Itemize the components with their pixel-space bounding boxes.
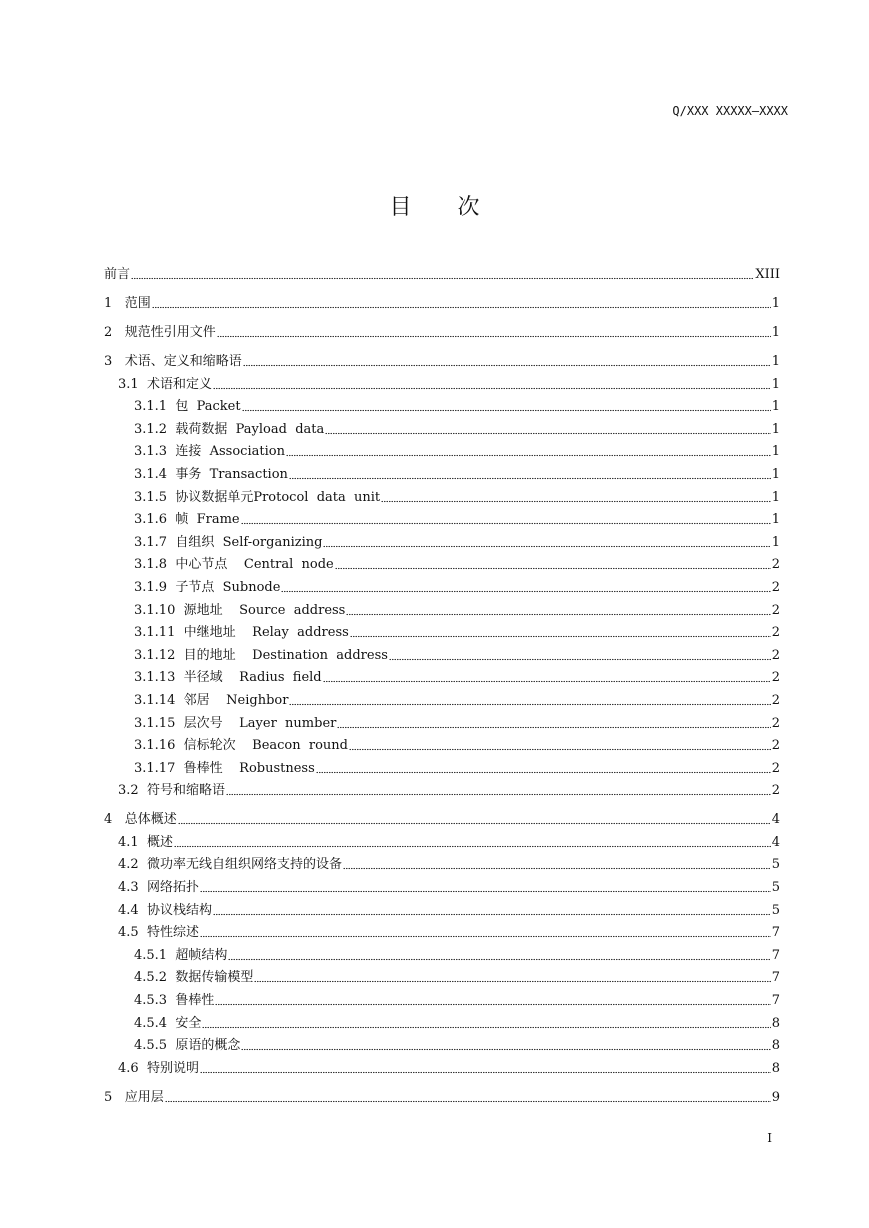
dot-leader (286, 454, 771, 457)
toc-entry[interactable] (104, 732, 780, 755)
toc-entry-number: 3.1.1 (134, 399, 168, 415)
toc-entry-number: 3.1.17 (134, 760, 176, 776)
toc-entry-text: 包 Packet (175, 399, 241, 415)
toc-entry-number: 3.1.2 (134, 421, 168, 437)
toc-entry-text: 微功率无线自组织网络支持的设备 (146, 857, 342, 873)
toc-entry-label (134, 993, 214, 1009)
toc-entry-text: 载荷数据 Payload data (175, 421, 325, 437)
toc-entry-number: 3.1 (118, 376, 139, 392)
toc-entry[interactable] (104, 851, 780, 874)
toc-entry-label (134, 490, 380, 506)
toc-entry-page: 4 (771, 812, 780, 828)
toc-entry-text: 术语和定义 (146, 376, 212, 392)
toc-entry-number: 4.4 (118, 902, 139, 918)
toc-entry-page: 1 (771, 489, 780, 505)
page-number: I (767, 1131, 772, 1145)
toc-entry[interactable] (104, 641, 780, 664)
toc-entry-text: 特性综述 (146, 925, 199, 941)
toc-entry-text: 子节点 Subnode (175, 579, 281, 595)
toc-entry-page: 7 (771, 925, 780, 941)
toc-entry-page: 1 (771, 512, 780, 528)
toc-entry-number: 3.1.4 (134, 466, 168, 482)
dot-leader (316, 771, 771, 774)
toc-entry-label (118, 903, 212, 919)
dot-leader (335, 567, 771, 570)
toc-entry-page: 1 (771, 325, 780, 340)
toc-entry-number: 3.1.3 (134, 444, 168, 460)
toc-entry[interactable] (104, 438, 780, 461)
toc-entry-page: 8 (771, 1015, 780, 1031)
dot-leader (346, 613, 770, 616)
toc-entry-number: 4.5 (118, 925, 139, 941)
toc-entry-page: 1 (771, 421, 780, 437)
dot-leader (131, 277, 754, 280)
toc-entry-label (118, 1061, 199, 1077)
toc-entry[interactable] (104, 483, 780, 506)
toc-entry-label (134, 738, 348, 754)
toc-entry-label (134, 444, 285, 460)
toc-entry-page: 1 (771, 376, 780, 392)
dot-leader (215, 1003, 770, 1006)
dot-leader (213, 913, 771, 916)
toc-entry-label (134, 670, 322, 686)
toc-entry-text: 特别说明 (146, 1060, 199, 1076)
dot-leader (200, 1071, 771, 1074)
title-char-1: 目 (389, 195, 412, 220)
dot-leader (349, 748, 771, 751)
toc-entry-label (134, 948, 227, 964)
dot-leader (242, 409, 771, 412)
toc-entry-page: 4 (771, 834, 780, 850)
toc-entry[interactable] (104, 551, 780, 574)
toc-entry-number: 4.1 (118, 834, 139, 850)
toc-entry-number: 3.1.5 (134, 489, 168, 505)
toc-entry-text: 协议数据单元Protocol data unit (175, 489, 381, 505)
toc-entry-page: 1 (771, 466, 780, 482)
toc-entry-page: 2 (771, 602, 780, 618)
toc-entry-text: 事务 Transaction (175, 466, 288, 482)
toc-entry-text: 原语的概念 (175, 1038, 241, 1054)
toc-entry-label (118, 835, 173, 851)
toc-entry-text: 鲁棒性 (175, 993, 215, 1009)
toc-entry-number: 4.6 (118, 1060, 139, 1076)
dot-leader (323, 680, 771, 683)
toc-entry-text: 超帧结构 (175, 947, 228, 963)
toc-entry-text: 网络拓扑 (146, 880, 199, 896)
toc-entry-number: 4.5.3 (134, 993, 168, 1009)
toc-entry-page: 2 (771, 557, 780, 573)
toc-entry-page: 7 (771, 993, 780, 1009)
toc-entry-text: 连接 Association (175, 444, 285, 460)
title-char-2: 次 (457, 195, 480, 220)
toc-entry[interactable] (104, 259, 780, 283)
toc-entry[interactable] (104, 709, 780, 732)
toc-entry-label (134, 512, 240, 528)
toc-entry-label (134, 970, 253, 986)
toc-entry-text: 鲁棒性 Robustness (183, 760, 315, 776)
dot-leader (281, 590, 770, 593)
toc-entry[interactable] (104, 664, 780, 687)
dot-leader (174, 845, 771, 848)
toc-entry-page: 2 (771, 692, 780, 708)
toc-entry-number: 4.5.2 (134, 970, 168, 986)
toc-entry[interactable] (104, 341, 780, 370)
toc-entry-label (134, 399, 241, 415)
dot-leader (254, 980, 770, 983)
toc-entry-number: 4.5.1 (134, 947, 168, 963)
toc-entry-label (134, 648, 388, 664)
toc-entry-number: 3.1.7 (134, 534, 168, 550)
toc-entry-text: 信标轮次 Beacon round (183, 738, 349, 754)
toc-entry-page: 5 (771, 880, 780, 896)
dot-leader (243, 364, 771, 367)
document-code: Q/XXX XXXXX—XXXX (672, 104, 788, 118)
toc-entry-label (134, 557, 334, 573)
toc-entry[interactable] (104, 828, 780, 851)
toc-entry-label (104, 267, 130, 283)
toc-entry-page: 1 (771, 296, 780, 311)
toc-entry-label (134, 467, 288, 483)
toc-entry-text: 概述 (146, 834, 173, 850)
toc-entry-number: 4 (104, 812, 113, 828)
toc-entry-label (134, 716, 336, 732)
toc-entry-page: 8 (771, 1038, 780, 1054)
dot-leader (213, 387, 771, 390)
toc-entry-text: 目的地址 Destination address (183, 647, 388, 663)
toc-entry-label (134, 422, 324, 438)
toc-entry[interactable] (104, 754, 780, 777)
toc-entry[interactable] (104, 506, 780, 529)
toc-entry-page: 7 (771, 947, 780, 963)
page-title (0, 190, 869, 221)
toc-entry[interactable] (104, 312, 780, 341)
toc-entry-page: 2 (771, 625, 780, 641)
toc-entry-number: 4.3 (118, 880, 139, 896)
dot-leader (202, 1026, 770, 1029)
toc-entry-text: 源地址 Source address (183, 602, 346, 618)
toc-entry-label (104, 354, 242, 370)
dot-leader (217, 335, 771, 338)
toc-entry-page: 1 (771, 354, 780, 369)
toc-entry[interactable] (104, 528, 780, 551)
toc-entry[interactable] (104, 964, 780, 987)
toc-entry-label (134, 535, 322, 551)
toc-entry-label (134, 693, 288, 709)
toc-entry-page: 2 (771, 738, 780, 754)
toc-entry-text: 应用层 (124, 1089, 164, 1105)
toc-entry-text: 规范性引用文件 (124, 325, 216, 340)
toc-entry-label (104, 812, 177, 828)
dot-leader (228, 958, 770, 961)
toc-entry-text: 术语、定义和缩略语 (124, 354, 242, 369)
toc-entry-text: 范围 (124, 296, 151, 311)
dot-leader (381, 500, 771, 503)
toc-entry-label (118, 783, 225, 799)
toc-entry-label (134, 580, 280, 596)
toc-entry-number: 3.1.11 (134, 625, 176, 641)
toc-entry[interactable] (104, 941, 780, 964)
toc-entry[interactable] (104, 460, 780, 483)
toc-entry-text: 数据传输模型 (175, 970, 254, 986)
toc-entry[interactable] (104, 1077, 780, 1106)
dot-leader (389, 658, 771, 661)
toc-entry[interactable] (104, 873, 780, 896)
toc-entry[interactable] (104, 686, 780, 709)
toc-entry-number: 2 (104, 325, 113, 340)
toc-entry[interactable] (104, 1009, 780, 1032)
toc-entry-number: 1 (104, 296, 113, 311)
toc-entry-text: 协议栈结构 (146, 902, 212, 918)
toc-entry-page: 5 (771, 857, 780, 873)
toc-entry-number: 4.5.5 (134, 1038, 168, 1054)
toc-entry[interactable] (104, 393, 780, 416)
toc-entry-text: 自组织 Self-organizing (175, 534, 323, 550)
toc-entry-text: 半径域 Radius field (183, 670, 322, 686)
dot-leader (323, 545, 770, 548)
toc-entry-text: 层次号 Layer number (183, 715, 337, 731)
toc-entry-page: 1 (771, 399, 780, 415)
toc-entry-label (104, 296, 151, 312)
toc-entry-page: 2 (771, 760, 780, 776)
toc-entry-label (104, 325, 216, 341)
dot-leader (200, 935, 771, 938)
dot-leader (289, 477, 771, 480)
toc-entry-number: 3.1.16 (134, 738, 176, 754)
toc-entry[interactable] (104, 415, 780, 438)
dot-leader (343, 867, 771, 870)
toc-entry-text: 中心节点 Central node (175, 557, 334, 573)
dot-leader (226, 793, 771, 796)
toc-entry-number: 3.1.14 (134, 692, 176, 708)
toc-entry-text: 邻居 Neighbor (183, 692, 289, 708)
toc-entry-number: 3.1.12 (134, 647, 176, 663)
toc-entry-label (104, 1090, 164, 1106)
toc-entry-page: 2 (771, 579, 780, 595)
toc-entry-number: 3.1.9 (134, 579, 168, 595)
toc-entry[interactable] (104, 370, 780, 393)
toc-entry-page: XIII (755, 267, 780, 282)
dot-leader (325, 432, 770, 435)
toc-entry[interactable] (104, 1054, 780, 1077)
toc-entry-page: 2 (771, 715, 780, 731)
toc-entry-number: 3.1.13 (134, 670, 176, 686)
toc-entry-label (134, 1038, 240, 1054)
toc-entry-label (134, 761, 315, 777)
toc-entry-text: 前言 (104, 267, 131, 282)
dot-leader (337, 726, 770, 729)
toc-entry-number: 5 (104, 1089, 113, 1105)
toc-entry-number: 3 (104, 354, 113, 369)
dot-leader (289, 703, 770, 706)
toc-entry-page: 9 (771, 1089, 780, 1105)
toc-entry-number: 3.1.8 (134, 557, 168, 573)
toc-entry-number: 3.2 (118, 783, 139, 799)
toc-entry-label (118, 377, 212, 393)
toc-entry[interactable] (104, 919, 780, 942)
dot-leader (350, 635, 771, 638)
toc-entry-label (118, 880, 199, 896)
toc-entry-number: 4.2 (118, 857, 139, 873)
toc-entry-number: 4.5.4 (134, 1015, 168, 1031)
dot-leader (165, 1100, 771, 1103)
toc-entry-label (118, 857, 342, 873)
toc-entry[interactable] (104, 283, 780, 312)
dot-leader (178, 822, 771, 825)
toc-entry-page: 1 (771, 534, 780, 550)
dot-leader (241, 1048, 770, 1051)
toc-entry[interactable] (104, 573, 780, 596)
toc-entry-label (134, 603, 345, 619)
toc-entry-label (118, 925, 199, 941)
toc-entry[interactable] (104, 596, 780, 619)
toc-entry[interactable] (104, 799, 780, 828)
toc-entry[interactable] (104, 896, 780, 919)
dot-leader (152, 306, 771, 309)
toc-entry[interactable] (104, 986, 780, 1009)
toc-entry-text: 安全 (175, 1015, 202, 1031)
toc-entry-text: 帧 Frame (175, 512, 240, 528)
toc-entry[interactable] (104, 1032, 780, 1055)
toc-entry-text: 符号和缩略语 (146, 783, 225, 799)
toc-entry-label (134, 1016, 201, 1032)
toc-entry-page: 2 (771, 670, 780, 686)
toc-entry-label (134, 625, 349, 641)
toc-entry[interactable] (104, 777, 780, 800)
toc-entry[interactable] (104, 619, 780, 642)
toc-entry-number: 3.1.15 (134, 715, 176, 731)
toc-entry-page: 7 (771, 970, 780, 986)
toc-entry-page: 8 (771, 1060, 780, 1076)
toc-entry-page: 2 (771, 647, 780, 663)
dot-leader (241, 522, 771, 525)
table-of-contents (104, 259, 780, 1106)
toc-entry-page: 5 (771, 902, 780, 918)
toc-entry-number: 3.1.10 (134, 602, 176, 618)
toc-entry-text: 总体概述 (124, 812, 177, 828)
toc-entry-page: 2 (771, 783, 780, 799)
toc-entry-page: 1 (771, 444, 780, 460)
toc-entry-text: 中继地址 Relay address (183, 625, 349, 641)
dot-leader (200, 890, 771, 893)
toc-entry-number: 3.1.6 (134, 512, 168, 528)
